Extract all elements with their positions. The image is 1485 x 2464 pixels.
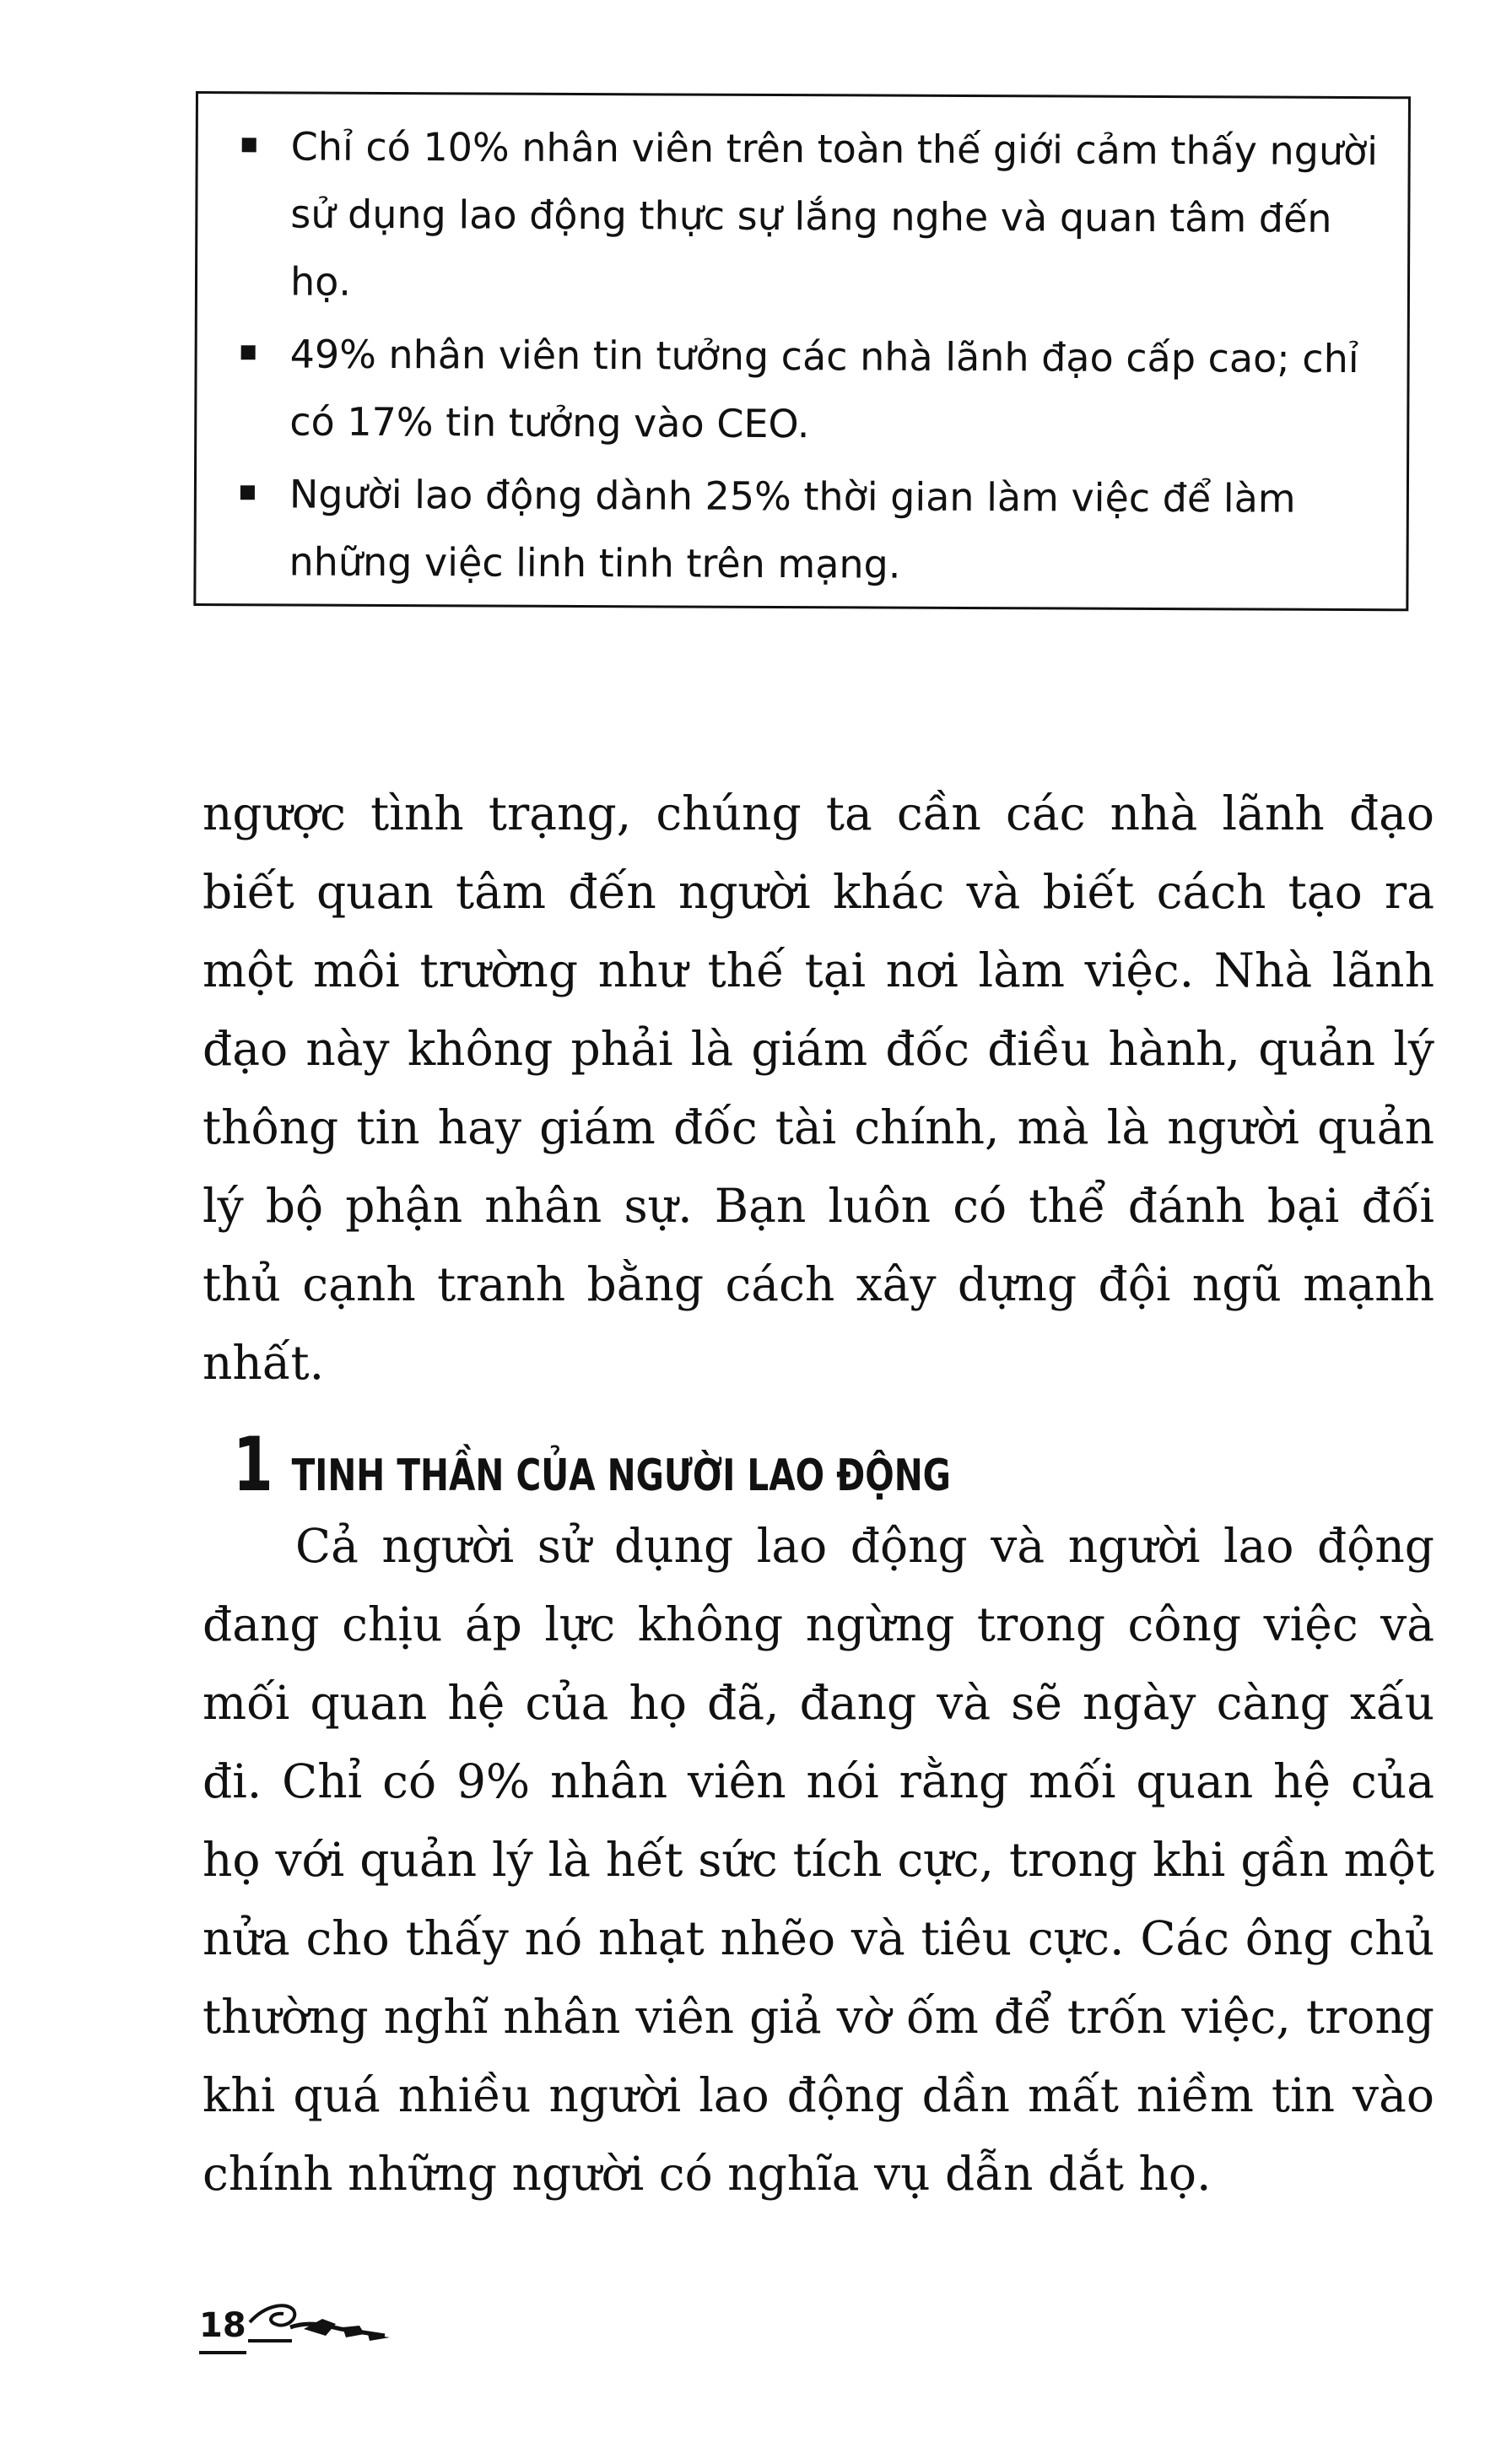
bullet-square-icon	[241, 345, 256, 359]
page-number: 18	[199, 2300, 246, 2354]
bullet-square-icon	[240, 485, 255, 500]
page-footer	[199, 2278, 393, 2354]
statistics-item	[237, 320, 1385, 460]
body-paragraph-2: Cả người sử dụng lao động và người lao động đang chịu áp lực không ngừng trong công việc và mối quan hệ của họ đã, đang và sẽ ngày càng xấu đi. Chỉ có 9% nhân viên nói rằng mối quan hệ của họ với quản lý là hết sức tích cực, trong khi gần một nửa cho thấy nó nhạt nhẽo và tiêu cực. Các ông chủ thường nghĩ nhân viên giả vờ ốm để trốn việc, trong khi quá nhiều người lao động dần mất niềm tin vào chính những người có nghĩa vụ dẫn dắt họ.	[202, 1519, 1434, 2201]
section-heading	[233, 1421, 951, 1508]
body-paragraph-1: ngược tình trạng, chúng ta cần các nhà lãnh đạo biết quan tâm đến người khác và biết cách tạo ra một môi trường như thế tại nơi làm việc. Nhà lãnh đạo này không phải là giám đốc điều hành, quản lý thông tin hay giám đốc tài chính, mà là người quản lý bộ phận nhân sự. Bạn luôn có thể đánh bại đối thủ cạnh tranh bằng cách xây dựng đội ngũ mạnh nhất.	[202, 786, 1434, 1390]
statistics-item-text: Người lao động dành 25% thời gian làm việc để làm những việc linh tinh trên mạng.	[289, 471, 1296, 587]
bullet-square-icon	[242, 138, 256, 152]
pen-flourish-icon	[241, 2287, 393, 2354]
statistics-item-text: Chỉ có 10% nhân viên trên toàn thế giới cảm thấy người sử dụng lao động thực sự lắng nghe và quan tâm đến họ.	[289, 123, 1379, 305]
section-title: TINH THẦN CỦA NGƯỜI LAO ĐỘNG	[291, 1451, 951, 1501]
statistics-list	[236, 112, 1386, 605]
statistics-item	[238, 112, 1386, 320]
statistics-box	[193, 91, 1411, 611]
section-number: 1	[233, 1421, 273, 1508]
statistics-item-text: 49% nhân viên tin tưởng các nhà lãnh đạo cấp cao; chỉ có 17% tin tưởng vào CEO.	[289, 331, 1359, 447]
statistics-item	[236, 460, 1385, 600]
